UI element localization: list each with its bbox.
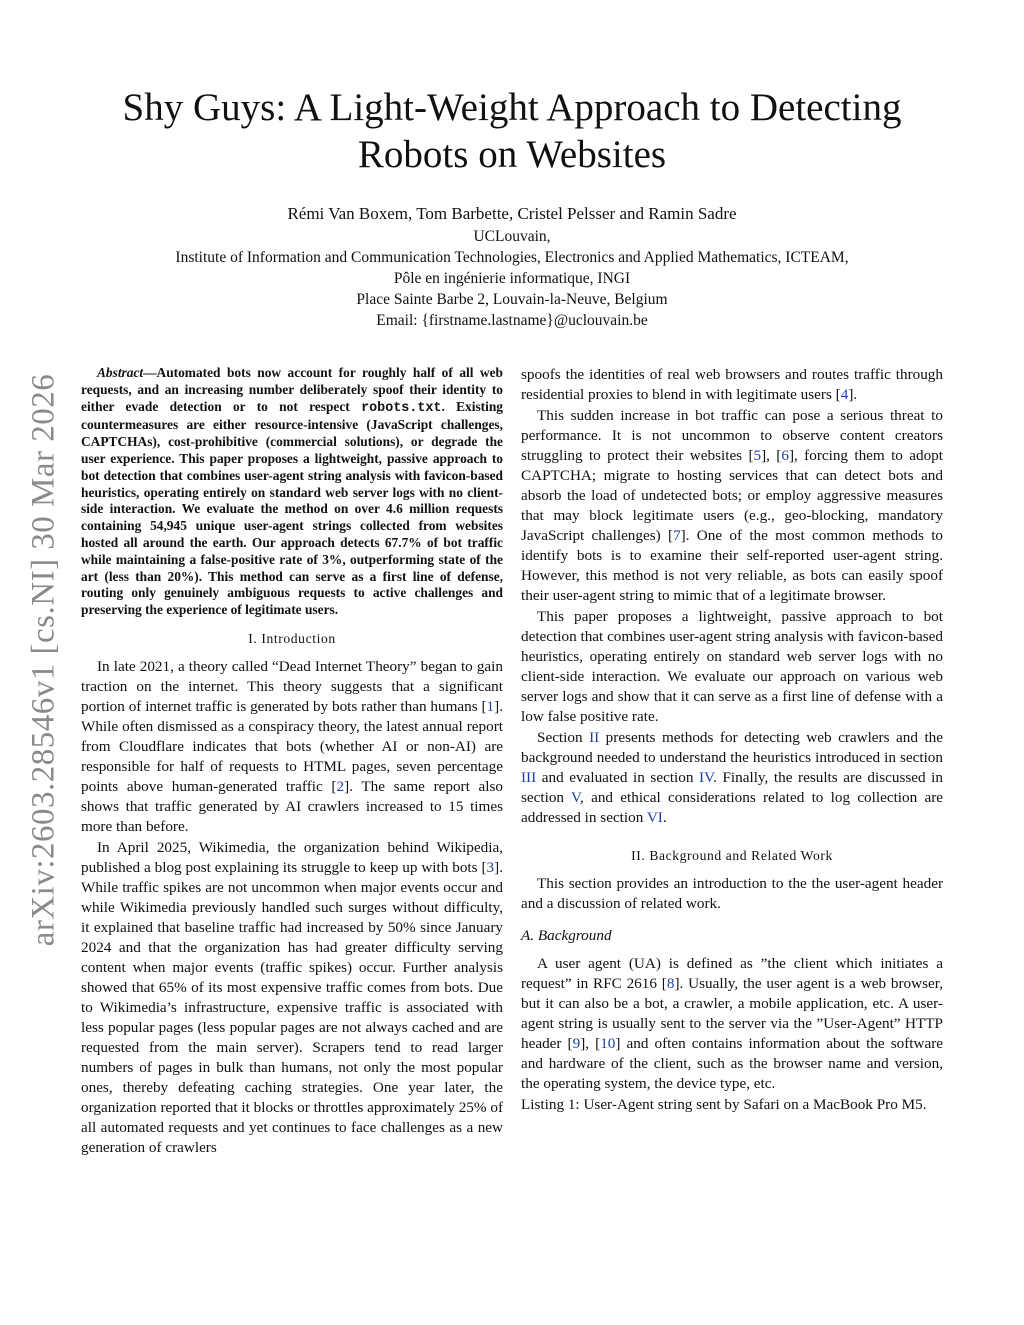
citation-link[interactable]: 8 xyxy=(666,975,675,992)
citation-link[interactable]: 2 xyxy=(336,777,345,795)
code-robots-txt: robots.txt xyxy=(361,400,442,416)
right-column xyxy=(521,365,943,1115)
section-ref-link[interactable]: VI xyxy=(646,809,663,826)
intro-paragraph-4: This paper proposes a lightweight, passive approach to bot detection that combines user-agent string analysis with favicon-based heuristics, operating entirely on standard web server logs with no client-side interaction. We evaluate our approach on various web server logs and show that it can serve as a first line of defense with a low false positive rate. xyxy=(521,608,943,725)
intro-paragraph-5: Section II presents methods for detecting web crawlers and the background needed to understand the heuristics introduced in section III and evaluated in section IV. Finally, the results are discussed in section V, and ethical considerations related to log collection are addressed in section VI. xyxy=(521,729,943,826)
affiliation-line: UCLouvain, xyxy=(473,228,551,245)
section-heading-background: II. Background and Related Work xyxy=(631,848,833,863)
section-ref-link[interactable]: III xyxy=(521,769,537,786)
subsection-heading-background: A. Background xyxy=(521,927,612,944)
author-names: Rémi Van Boxem, Tom Barbette, Cristel Pelsser and Ramin Sadre xyxy=(287,204,737,223)
citation-link[interactable]: 5 xyxy=(753,447,762,464)
affiliation-line: Place Sainte Barbe 2, Louvain-la-Neuve, Belgium xyxy=(356,291,668,308)
citation-link[interactable]: 4 xyxy=(840,386,849,403)
paper-title xyxy=(60,84,964,178)
intro-paragraph-3: This sudden increase in bot traffic can pose a serious threat to performance. It is not uncommon to observe content creators struggling to protect their websites [5], [6], forcing them to adopt CAPTCHA; migrate to hosting services that can detect bots and absorb the load of undetected bots; or employ aggressive measures that may block legitimate users (e.g., geo-blocking, mandatory JavaScript challenges) [7]. One of the most common methods to identify bots is to examine their self-reported user-agent string. However, this method is not very reliable, as bots can easily spoof their user-agent string to mimic that of a legitimate browser. xyxy=(521,407,944,604)
citation-link[interactable]: 6 xyxy=(781,447,789,464)
affiliation-line: Pôle en ingénierie informatique, INGI xyxy=(393,270,631,287)
citation-link[interactable]: 9 xyxy=(572,1035,581,1052)
abstract-heading: Abstract xyxy=(97,365,144,380)
citation-link[interactable]: 1 xyxy=(486,697,495,715)
intro-paragraph-2-continued: spoofs the identities of real web browsers and routes traffic through residential proxies to blend in with legitimate users [4]. xyxy=(521,366,943,403)
abstract: Abstract—Automated bots now account for roughly half of all web requests, and an increasing number deliberately spoof their identity to either evade detection or to not respect robots.txt. Existing countermeasures are either resource-intensive (JavaScript challenges, CAPTCHAs), cost-prohibitive (commercial solutions), or degrade the user experience. This paper proposes a lightweight, passive approach to bot detection that combines user-agent string analysis with favicon-based heuristics, operating entirely on standard web server logs with no client-side interaction. We evaluate the method on over 4.6 million requests containing 54,945 unique user-agent strings collected from websites hosted all around the earth. Our approach detects 67.7% of bot traffic while maintaining a false-positive rate of 3%, outperforming state of the art (less than 20%). This method can serve as a first line of defense, routing only genuinely ambiguous requests to active challenges and preserving the experience of legitimate users. xyxy=(81,365,504,618)
left-column xyxy=(81,365,503,1158)
section-ref-link[interactable]: II xyxy=(589,729,600,746)
title-line-2: Robots on Websites xyxy=(357,133,667,176)
citation-link[interactable]: 10 xyxy=(600,1035,616,1052)
title-line-1: Shy Guys: A Light-Weight Approach to Detecting xyxy=(122,86,902,129)
listing-caption: Listing 1: User-Agent string sent by Safari on a MacBook Pro M5. xyxy=(521,1096,927,1113)
section-ref-link[interactable]: IV xyxy=(699,769,714,786)
affiliation-line: Institute of Information and Communication Technologies, Electronics and Applied Mathematics, ICTEAM, xyxy=(175,249,849,266)
background-intro-paragraph: This section provides an introduction to the the user-agent header and a discussion of related work. xyxy=(521,875,943,912)
section-heading-introduction: I. Introduction xyxy=(248,630,336,646)
section-ref-link[interactable]: V xyxy=(571,789,581,806)
intro-paragraph-1: In late 2021, a theory called “Dead Internet Theory” began to gain traction on the internet. This theory suggests that a significant portion of internet traffic is generated by bots rather than humans [1]. While often dismissed as a conspiracy theory, the latest annual report from Cloudflare indicates that bots (whether AI or non-AI) are responsible for half of requests to HTML pages, seven percentage points above human-generated traffic [2]. The same report also shows that traffic generated by AI crawlers increased to 15 times more than before. xyxy=(81,657,503,835)
author-block xyxy=(60,202,964,331)
arxiv-identifier-stamp: arXiv:2603.28546v1 [cs.NI] 30 Mar 2026 xyxy=(25,373,62,947)
intro-paragraph-2: In April 2025, Wikimedia, the organization behind Wikipedia, published a blog post explaining its struggle to keep up with bots [3]. While traffic spikes are not uncommon when major events occur and while Wikimedia previously handled such surges without difficulty, it explained that baseline traffic had increased by 50% since January 2024 and that the organization has had greater difficulty serving content when major events (traffic spikes) occur. Further analysis showed that 65% of its most expensive traffic comes from bots. Due to Wikimedia’s infrastructure, expensive traffic is associated with less popular pages (less popular pages are not always cached and are requested from the main server). Scrapers tend to read larger numbers of pages in bulk than humans, not only the most popular ones, thereby defeating caching strategies. One year later, the organization reported that it blocks or throttles approximately 25% of all automated requests and yet continues to face challenges as a new generation of crawlers xyxy=(81,838,503,1156)
author-email: Email: {firstname.lastname}@uclouvain.be xyxy=(376,312,648,329)
citation-link[interactable]: 7 xyxy=(673,527,681,544)
background-paragraph: A user agent (UA) is defined as ”the client which initiates a request” in RFC 2616 [8]. Usually, the user agent is a web browser, but it can also be a bot, a crawler, a mobile application, etc. A user-agent string is usually sent to the server via the ”User-Agent” HTTP header [9], [10] and often contains information about the software and hardware of the client, such as the browser name and version, the operating system, the device type, etc. xyxy=(521,955,944,1092)
citation-link[interactable]: 3 xyxy=(486,858,495,876)
